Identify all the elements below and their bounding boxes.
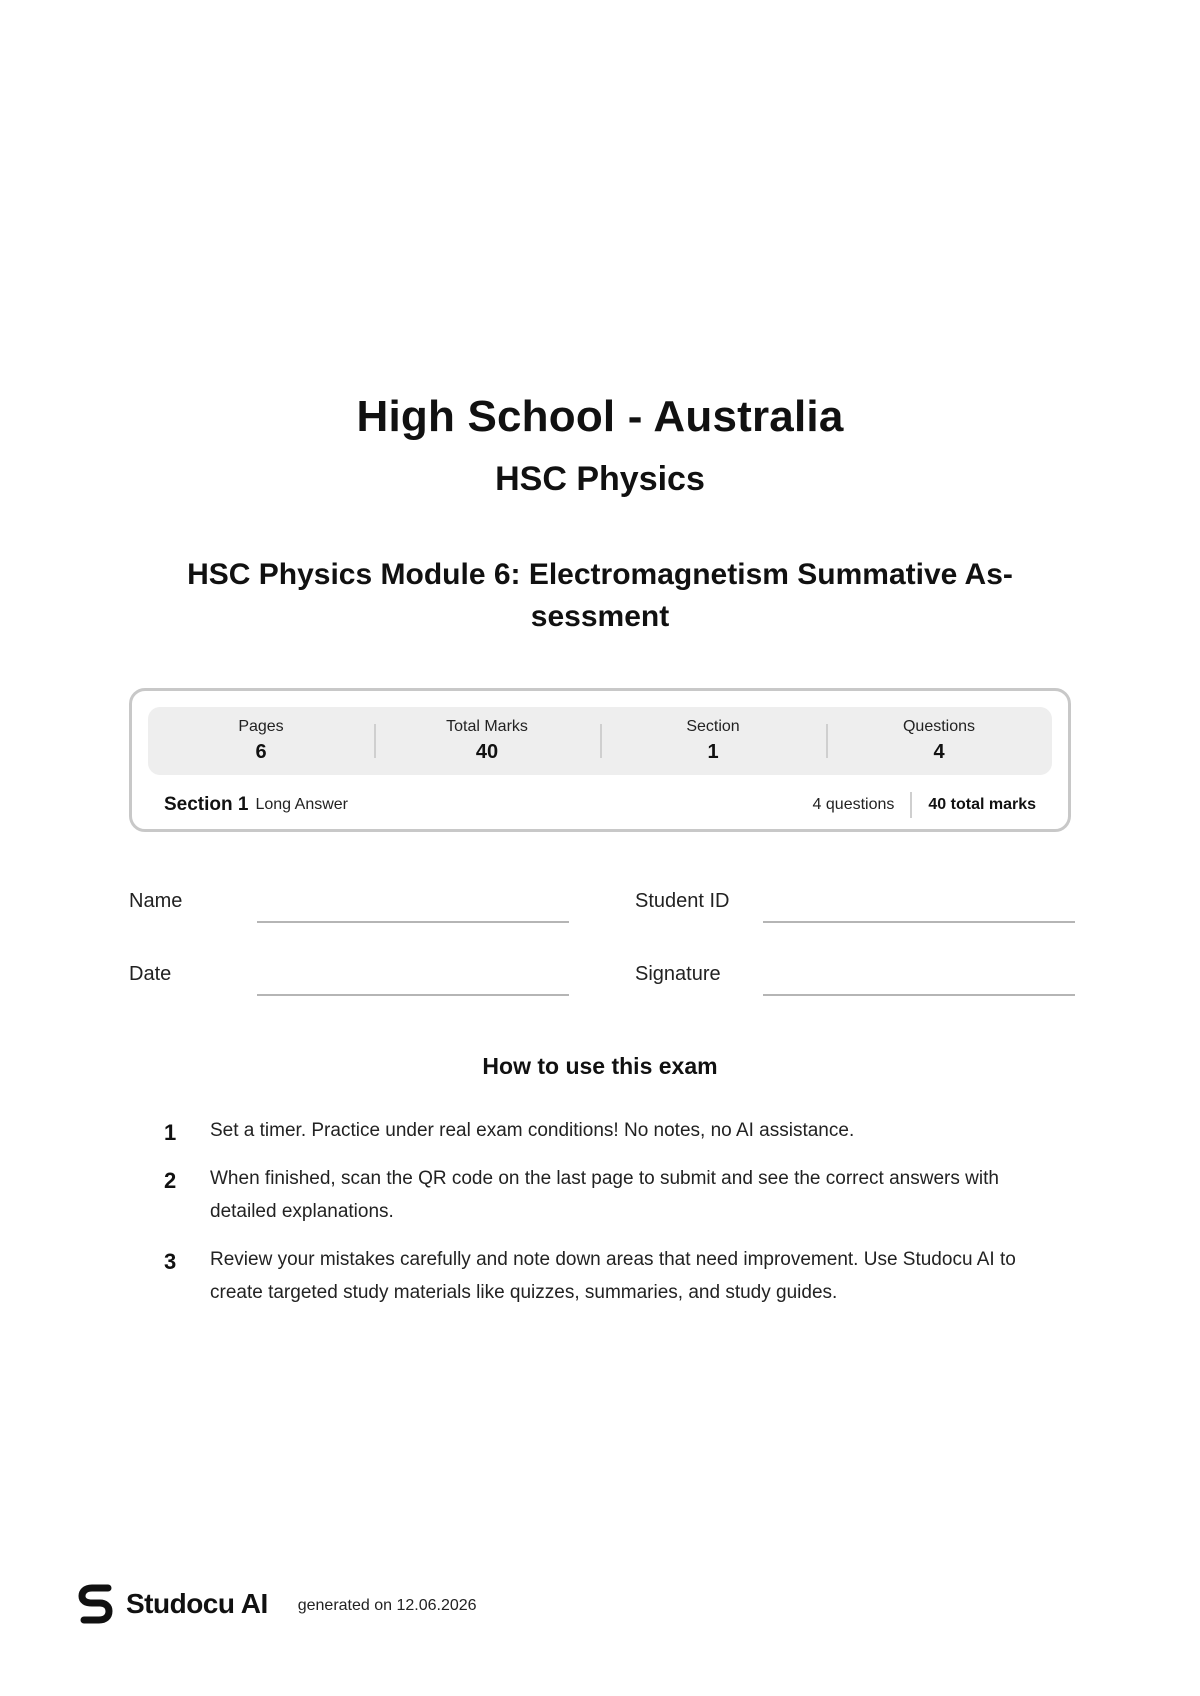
step-text: When finished, scan the QR code on the last page to submit and see the correct answers with detailed explanations. <box>210 1168 999 1222</box>
stat-pages <box>148 707 374 775</box>
section-total-marks: 40 total marks <box>928 796 1036 813</box>
step-text: Review your mistakes carefully and note down areas that need improvement. Use Studocu AI to create targeted study materials like quizzes, summaries, and study guides. <box>210 1249 1016 1303</box>
instruction-step <box>160 1114 1060 1147</box>
stat-questions <box>826 707 1052 775</box>
stat-value: 1 <box>707 741 719 763</box>
stat-label: Total Marks <box>446 718 528 735</box>
school-title: High School - Australia <box>356 392 844 441</box>
signature-input-line[interactable] <box>763 994 1075 996</box>
section-type: Long Answer <box>255 796 348 813</box>
step-number: 3 <box>164 1249 177 1274</box>
name-label: Name <box>129 890 183 912</box>
subject-title: HSC Physics <box>495 460 705 498</box>
date-input-line[interactable] <box>257 994 569 996</box>
step-text: Set a timer. Practice under real exam conditions! No notes, no AI assistance. <box>210 1120 855 1141</box>
signature-label: Signature <box>635 963 721 985</box>
exam-summary-card <box>129 688 1071 832</box>
stat-label: Questions <box>902 718 976 735</box>
instruction-step <box>160 1162 1060 1228</box>
instructions-list <box>160 1114 1060 1324</box>
generated-date: generated on 12.06.2026 <box>297 1597 477 1614</box>
brand-name: Studocu AI <box>126 1588 268 1619</box>
section-name: Section 1 <box>164 794 249 815</box>
name-field <box>129 886 569 926</box>
stat-value: 6 <box>255 741 267 763</box>
student-id-field <box>635 886 1075 926</box>
studocu-logo-icon <box>78 1584 114 1624</box>
stat-value: 40 <box>475 741 499 763</box>
instruction-step <box>160 1243 1060 1309</box>
stat-section <box>600 707 826 775</box>
stat-total-marks <box>374 707 600 775</box>
name-input-line[interactable] <box>257 921 569 923</box>
section-question-count: 4 questions <box>812 796 895 813</box>
instructions-title: How to use this exam <box>482 1053 718 1079</box>
student-id-input-line[interactable] <box>763 921 1075 923</box>
stats-row <box>148 707 1052 775</box>
student-id-label: Student ID <box>635 890 730 912</box>
stat-label: Pages <box>238 718 284 735</box>
signature-field <box>635 959 1075 999</box>
date-field <box>129 959 569 999</box>
exam-title: HSC Physics Module 6: Electromagnetism Summative As-sessment <box>187 558 1013 633</box>
stat-label: Section <box>686 718 740 735</box>
stat-value: 4 <box>933 741 945 763</box>
section-summary-row <box>164 791 1036 819</box>
date-label: Date <box>129 963 172 985</box>
step-number: 2 <box>164 1168 177 1193</box>
footer <box>78 1582 477 1626</box>
step-number: 1 <box>164 1120 177 1145</box>
